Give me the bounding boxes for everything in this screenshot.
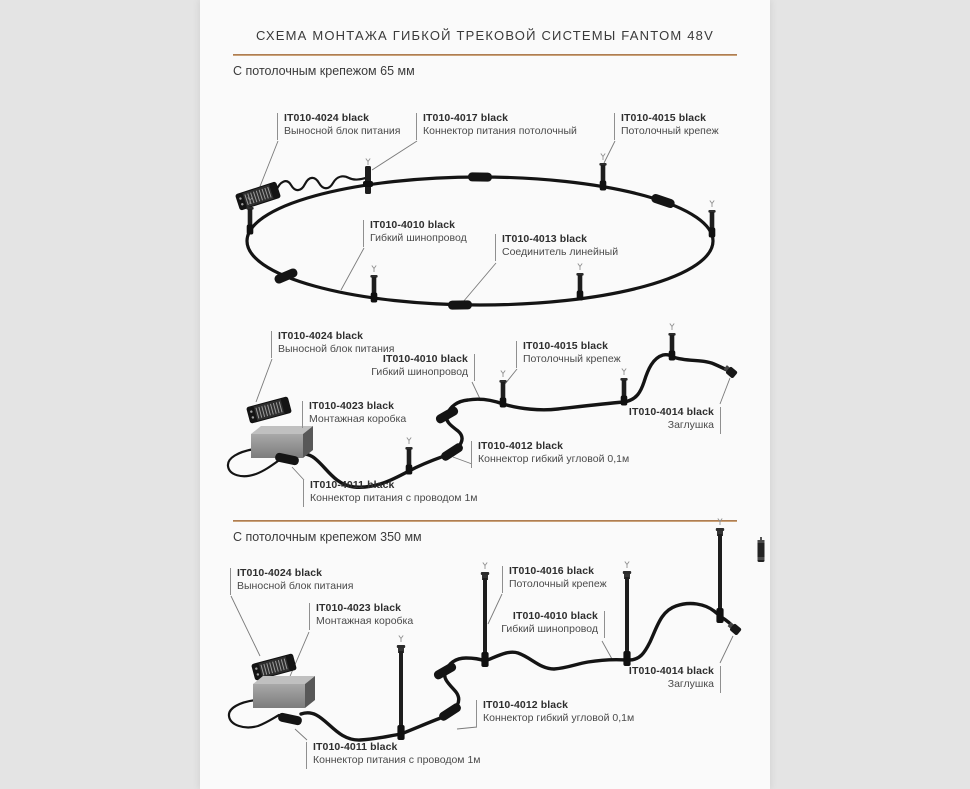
- cord-connector-icon: [277, 712, 302, 726]
- section-heading-65mm: С потолочным крепежом 65 мм: [233, 64, 415, 78]
- linear-joint-icon: [273, 267, 299, 285]
- corner-connector-icon: [439, 442, 464, 463]
- label-tick: [416, 113, 417, 140]
- schematic-sheet: [200, 0, 770, 789]
- label-tick: [476, 700, 477, 727]
- corner-connector-icon: [437, 702, 462, 723]
- part-label-4016: IT010-4016 black Потолочный крепеж: [509, 565, 607, 591]
- linear-joint-icon: [468, 172, 492, 181]
- ceiling-mount-65-icon: [620, 369, 627, 406]
- label-tick: [471, 441, 472, 468]
- mounting-box-icon: [251, 426, 313, 458]
- part-label-4024: IT010-4024 black Выносной блок питания: [278, 330, 394, 356]
- ceiling-mount-65-icon: [499, 371, 506, 408]
- ceiling-mount-65-icon: [405, 438, 412, 475]
- ceiling-mount-350-icon: [623, 562, 631, 667]
- label-tick: [495, 234, 496, 261]
- ceiling-mount-350-icon: [397, 636, 405, 741]
- label-tick: [302, 401, 303, 428]
- ceiling-mount-65-icon: [370, 266, 377, 303]
- part-label-4011: IT010-4011 black Коннектор питания с проводом 1м: [310, 479, 478, 505]
- linear-joint-icon: [448, 300, 472, 309]
- linear-joint-icon: [650, 193, 676, 209]
- ceiling-mount-65-icon: [668, 324, 675, 361]
- part-label-4012: IT010-4012 black Коннектор гибкий угловой 0,1м: [478, 440, 629, 466]
- part-label-4010: IT010-4010 black Гибкий шинопровод: [501, 610, 598, 636]
- power-supply-unit-icon: [247, 397, 292, 423]
- label-tick: [474, 354, 475, 381]
- page-title: СХЕМА МОНТАЖА ГИБКОЙ ТРЕКОВОЙ СИСТЕМЫ FANTOM 48V: [256, 28, 714, 43]
- label-tick: [604, 611, 605, 638]
- end-cap-icon: [723, 364, 738, 379]
- part-label-4024: IT010-4024 black Выносной блок питания: [237, 567, 353, 593]
- spare-rod-icon: [758, 537, 765, 562]
- part-label-4014: IT010-4014 black Заглушка: [629, 665, 714, 691]
- mounting-box-icon: [253, 676, 315, 708]
- oval-track-diagram: [236, 141, 716, 310]
- ceiling-mount-350-icon: [481, 563, 489, 668]
- label-tick: [502, 566, 503, 593]
- label-tick: [309, 603, 310, 630]
- label-tick: [306, 742, 307, 769]
- label-tick: [271, 331, 272, 358]
- part-label-4023: IT010-4023 black Монтажная коробка: [309, 400, 406, 426]
- power-supply-unit-icon: [236, 182, 281, 210]
- label-tick: [720, 666, 721, 693]
- label-tick: [277, 113, 278, 140]
- part-label-4014: IT010-4014 black Заглушка: [629, 406, 714, 432]
- label-tick: [720, 407, 721, 434]
- part-label-4017: IT010-4017 black Коннектор питания потолочный: [423, 112, 577, 138]
- label-tick: [303, 480, 304, 507]
- ceiling-mount-65-icon: [708, 201, 715, 238]
- label-tick: [230, 568, 231, 595]
- label-tick: [516, 341, 517, 368]
- part-label-4015: IT010-4015 black Потолочный крепеж: [523, 340, 621, 366]
- part-label-4024: IT010-4024 black Выносной блок питания: [284, 112, 400, 138]
- label-tick: [614, 113, 615, 140]
- section-heading-350mm: С потолочным крепежом 350 мм: [233, 530, 422, 544]
- part-label-4010: IT010-4010 black Гибкий шинопровод: [371, 353, 468, 379]
- part-label-4023: IT010-4023 black Монтажная коробка: [316, 602, 413, 628]
- ceiling-power-connector-icon: [363, 159, 373, 195]
- part-label-4013: IT010-4013 black Соединитель линейный: [502, 233, 618, 259]
- ceiling-mount-350-icon: [716, 519, 724, 624]
- flexible-track-loop: [247, 177, 713, 305]
- part-label-4011: IT010-4011 black Коннектор питания с проводом 1м: [313, 741, 481, 767]
- ceiling-mount-65-icon: [576, 264, 583, 301]
- part-label-4012: IT010-4012 black Коннектор гибкий угловой 0,1м: [483, 699, 634, 725]
- label-tick: [363, 220, 364, 247]
- part-label-4010: IT010-4010 black Гибкий шинопровод: [370, 219, 467, 245]
- part-label-4015: IT010-4015 black Потолочный крепеж: [621, 112, 719, 138]
